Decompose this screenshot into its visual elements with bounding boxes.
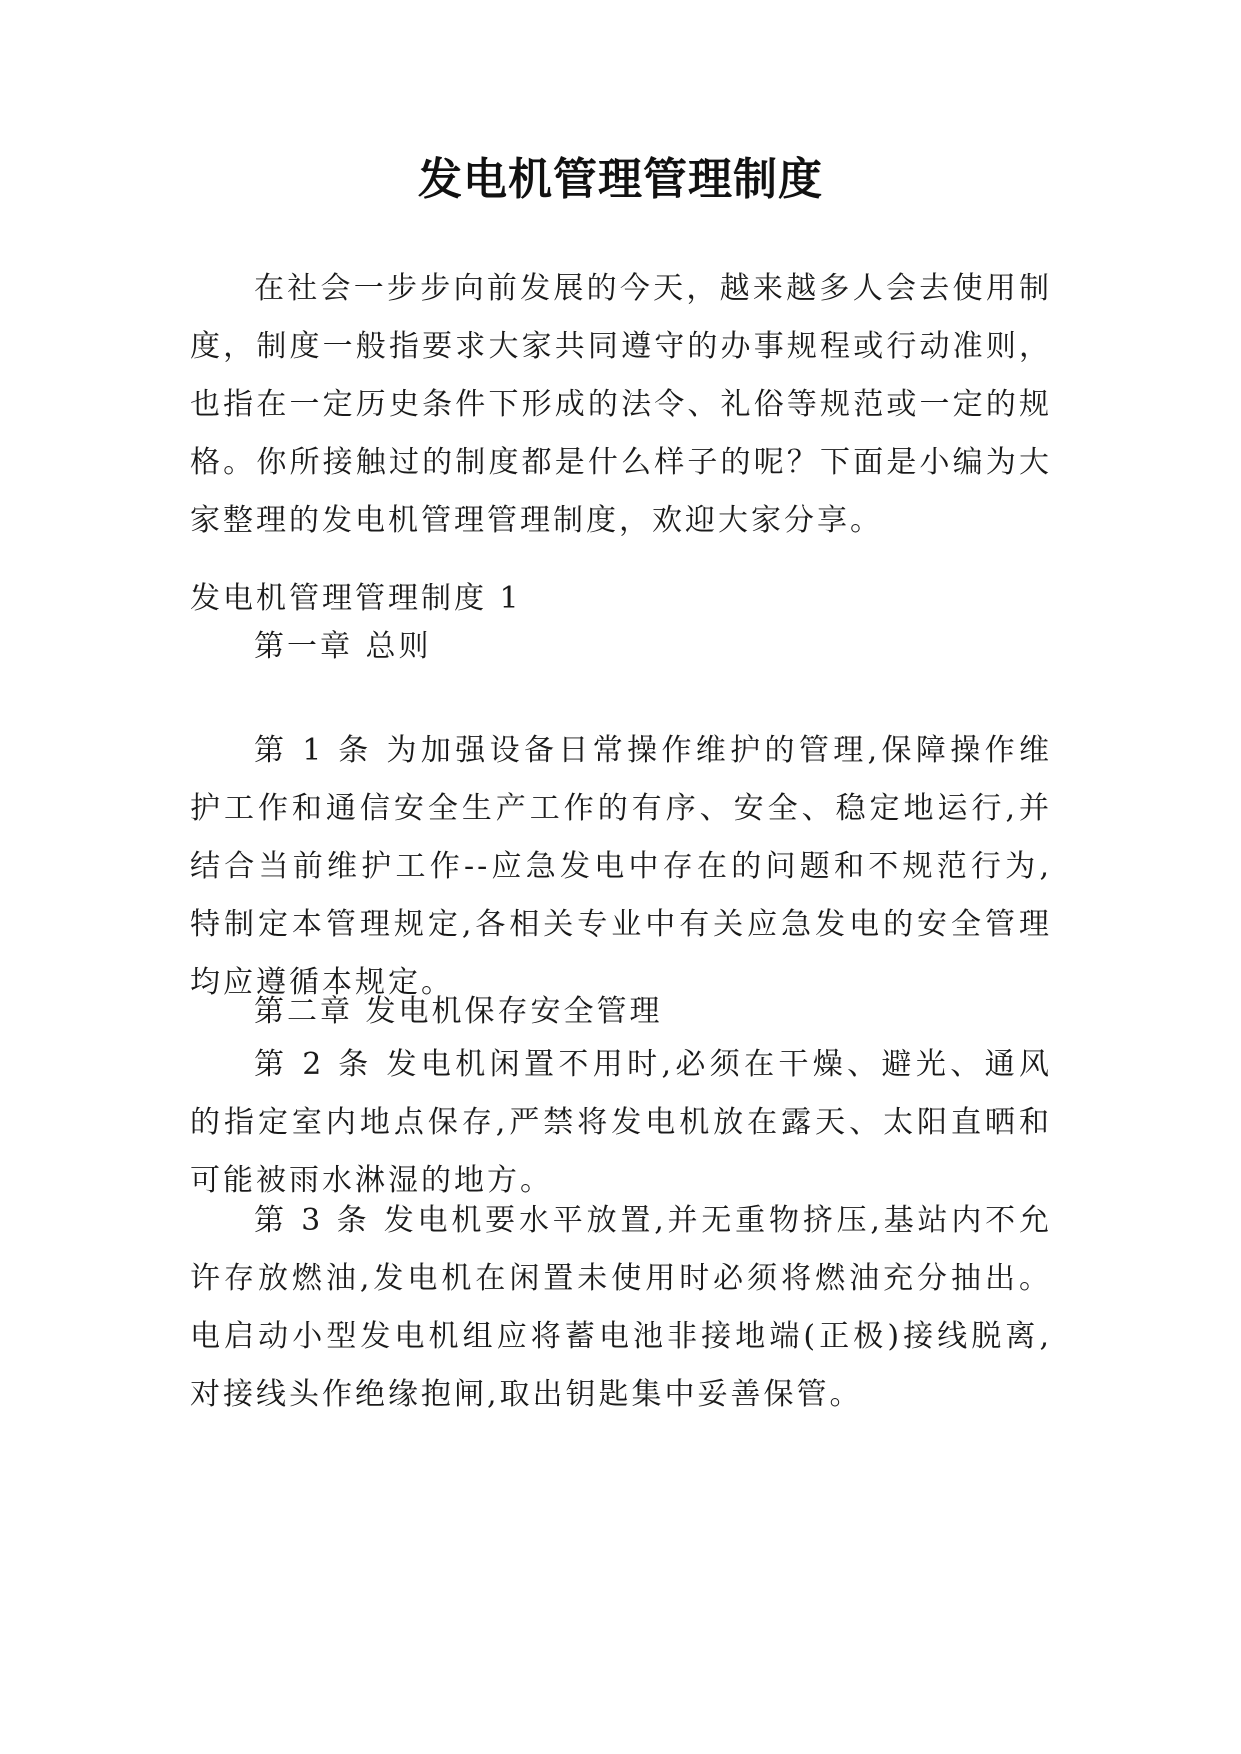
intro-paragraph: 在社会一步步向前发展的今天，越来越多人会去使用制度，制度一般指要求大家共同遵守的办事规程或行动准则，也指在一定历史条件下形成的法令、礼俗等规范或一定的规格。你所接触过的制度都是什么样子的呢？下面是小编为大家整理的发电机管理管理制度，欢迎大家分享。 (190, 271, 1052, 538)
article-2: 第 2 条 发电机闲置不用时,必须在干燥、避光、通风的指定室内地点保存,严禁将发电机放在露天、太阳直晒和可能被雨水淋湿的地方。 (190, 1047, 1052, 1198)
chapter-heading-1: 第一章 总则 (254, 629, 432, 664)
document-title: 发电机管理管理制度 (418, 154, 823, 205)
article-3: 第 3 条 发电机要水平放置,并无重物挤压,基站内不允许存放燃油,发电机在闲置未使用时必须将燃油充分抽出。电启动小型发电机组应将蓄电池非接地端(正极)接线脱离,对接线头作绝缘抱闸,取出钥匙集中妥善保管。 (190, 1203, 1052, 1412)
section-title: 发电机管理管理制度 1 (190, 581, 522, 616)
article-1: 第 1 条 为加强设备日常操作维护的管理,保障操作维护工作和通信安全生产工作的有序、安全、稳定地运行,并结合当前维护工作--应急发电中存在的问题和不规范行为,特制定本管理规定,各相关专业中有关应急发电的安全管理均应遵循本规定。 (190, 733, 1052, 1000)
chapter-heading-2: 第二章 发电机保存安全管理 (254, 994, 663, 1029)
